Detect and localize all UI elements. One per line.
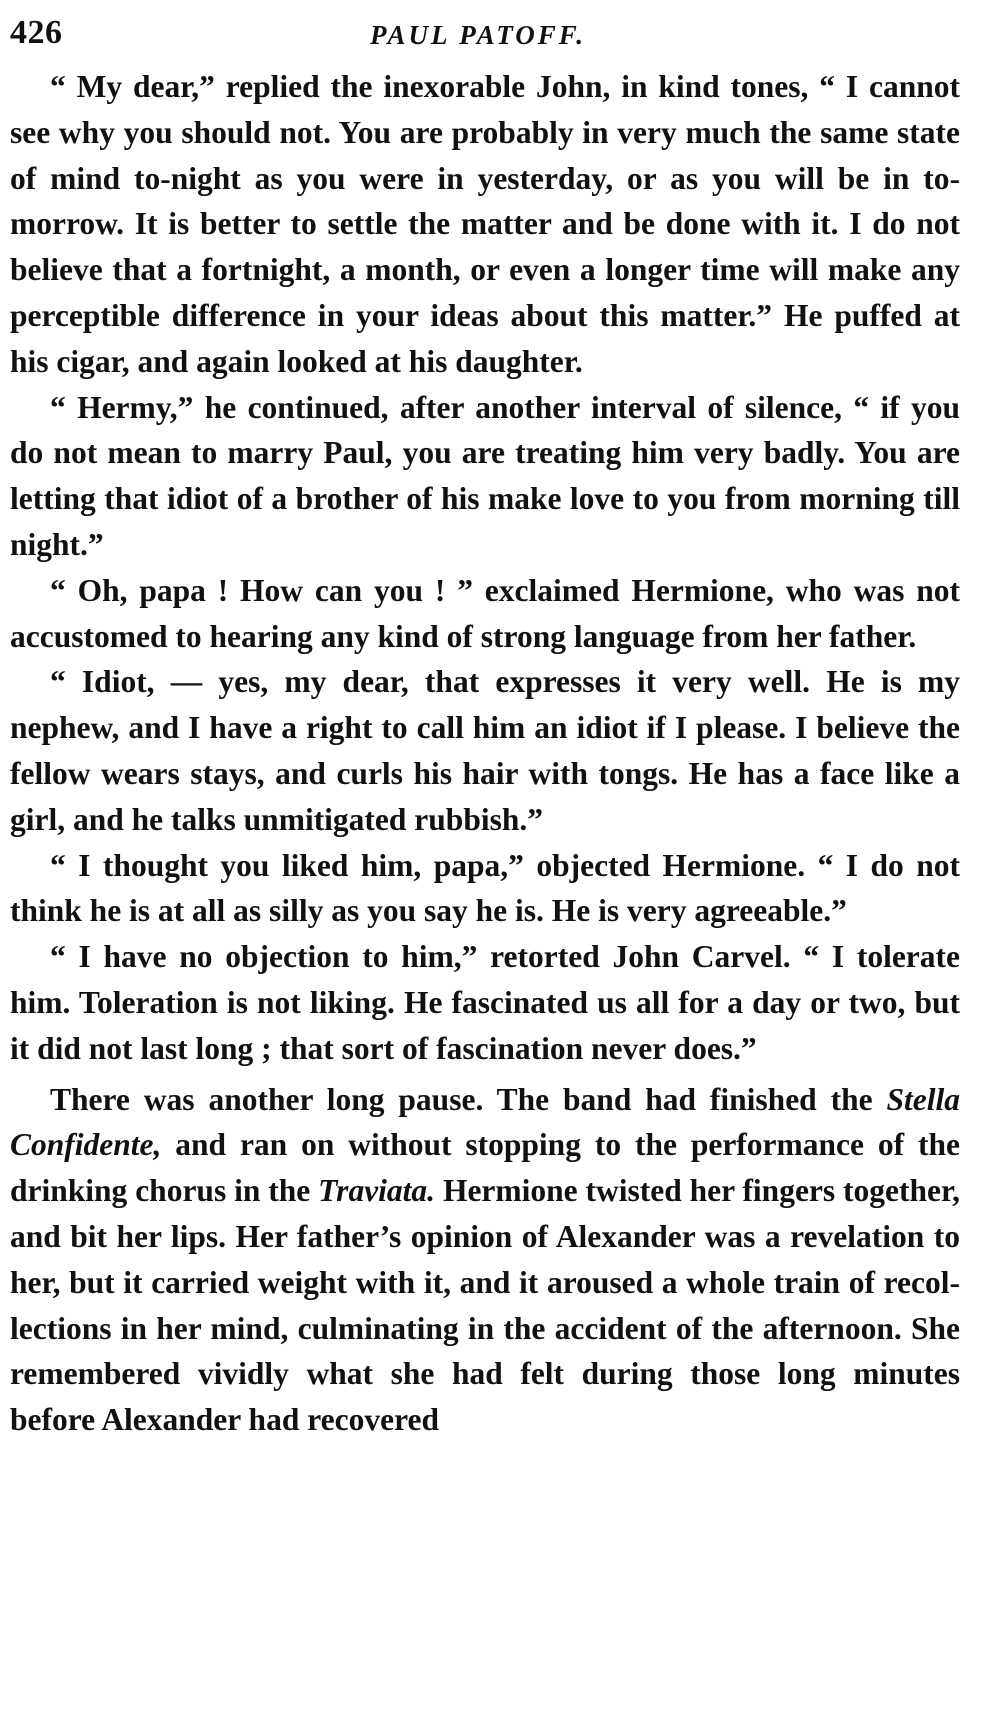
paragraph: “ Idiot, — yes, my dear, that expresses it very well. He is my nephew, and I have a right to call him an idiot if I please. I believe the fellow wears stays, and curls his hair with tongs. He has a face like a girl, and he talks unmitigated rubbish.” bbox=[10, 664, 960, 837]
body-text bbox=[10, 64, 960, 1443]
page-number: 426 bbox=[10, 14, 63, 51]
book-page bbox=[10, 0, 990, 1731]
paragraph: “ Oh, papa ! How can you ! ” exclaimed Hermione, who was not accustomed to hearing any kind of strong language from her father. bbox=[10, 572, 960, 654]
paragraph-text: There was another long pause. The band had finished the bbox=[50, 1081, 887, 1117]
paragraph bbox=[10, 1077, 960, 1443]
paragraph: “ I have no objection to him,” retorted John Carvel. “ I tolerate him. Toleration is not liking. He fascinated us all for a day or two, but it did not last long ; that sort of fascination never does.” bbox=[10, 939, 960, 1066]
paragraph-text: Hermione twisted her fingers together, and bit her lips. Her father’s opinion of Alexander was a revelation to her, but it carried weight with it, and it aroused a whole train of recollections in her mind, culminating in the accident of the afternoon. She remembered vividly what she had felt during those long minutes before Alexander had recovered bbox=[10, 1173, 960, 1438]
paragraph: “ Hermy,” he continued, after another interval of silence, “ if you do not mean to marry Paul, you are treating him very badly. You are letting that idiot of a brother of his make love to you from morning till night.” bbox=[10, 389, 960, 562]
book-title: PAUL PATOFF. bbox=[370, 20, 587, 50]
paragraph: “ I thought you liked him, papa,” objected Hermione. “ I do not think he is at all as silly as you say he is. He is very agreeable.” bbox=[10, 847, 960, 929]
italic-title-traviata: Traviata. bbox=[318, 1173, 436, 1209]
paragraph: “ My dear,” replied the inexorable John, in kind tones, “ I cannot see why you should not. You are probably in very much the same state of mind to-night as you were in yesterday, or as you will be in to-morrow. It is better to settle the matter and be done with it. I do not believe that a fortnight, a month, or even a longer time will make any perceptible difference in your ideas about this matter.” He puffed at his cigar, and again looked at his daughter. bbox=[10, 69, 960, 379]
italic-title-stella-confidente: Stella Confidente, bbox=[10, 1081, 960, 1163]
running-head bbox=[10, 8, 960, 64]
paragraph-text: and ran on without stopping to the performance of the drinking chorus in the bbox=[10, 1127, 960, 1209]
